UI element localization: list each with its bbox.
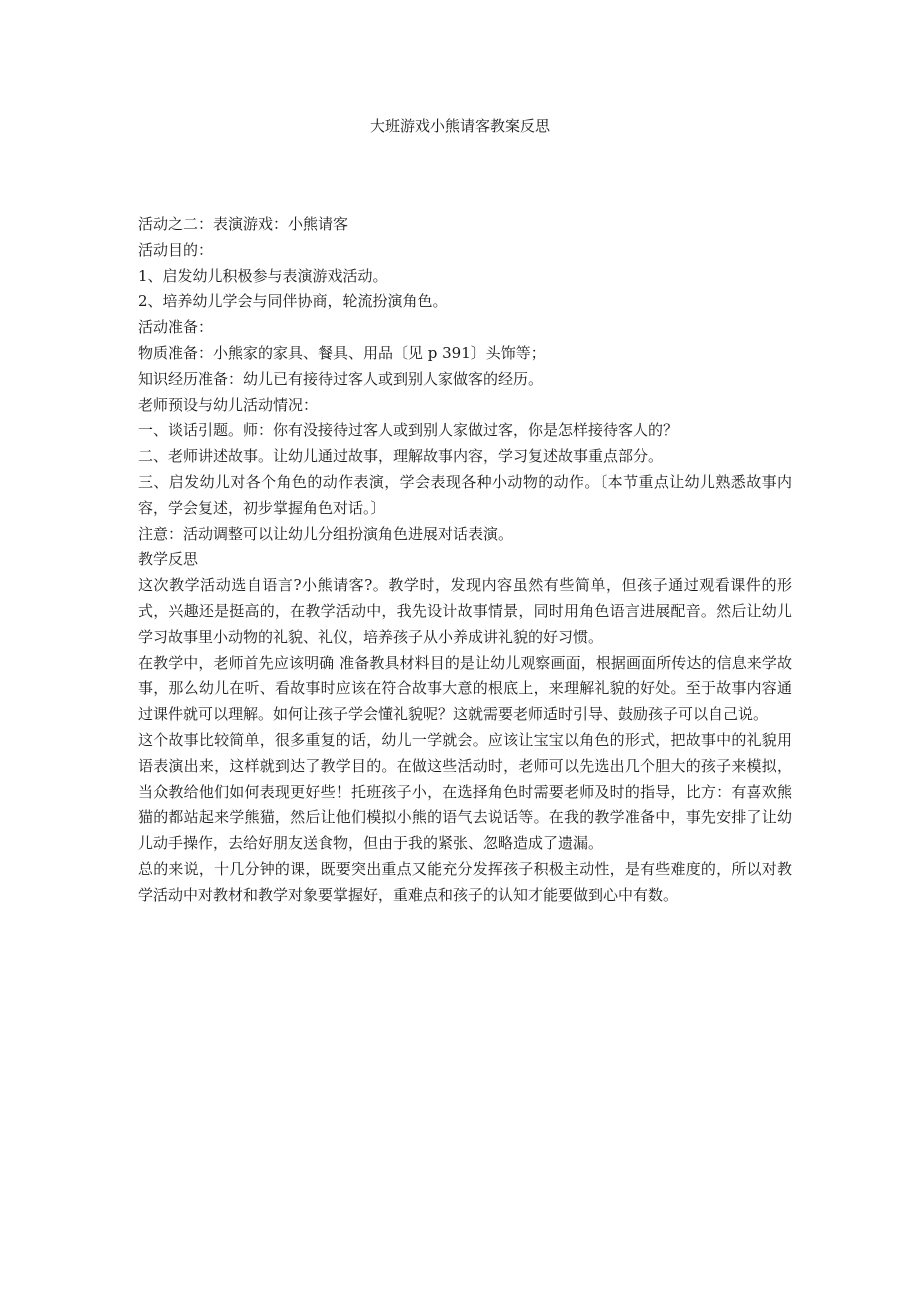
paragraph-reflection-4: 总的来说，十几分钟的课，既要突出重点又能充分发挥孩子积极主动性，是有些难度的，所以对教学活动中对教材和教学对象要掌握好，重难点和孩子的认知才能要做到心中有数。 xyxy=(138,859,792,904)
document-title: 大班游戏小熊请客教案反思 xyxy=(369,117,550,135)
paragraph-process-heading: 老师预设与幼儿活动情况： xyxy=(138,395,319,414)
paragraph-step-1: 一、谈话引题。师：你有没接待过客人或到别人家做过客，你是怎样接待客人的？ xyxy=(138,421,679,440)
paragraph-goal-1: 1、启发幼儿积极参与表演游戏活动。 xyxy=(138,266,388,285)
paragraph-step-2: 二、老师讲述故事。让幼儿通过故事，理解故事内容，学习复述故事重点部分。 xyxy=(138,447,664,466)
paragraph-note: 注意：活动调整可以让幼儿分组扮演角色进展对话表演。 xyxy=(138,524,514,543)
paragraph-reflection-1: 这次教学活动选自语言?小熊请客?。教学时，发现内容虽然有些简单，但孩子通过观看课件的形式，兴趣还是挺高的，在教学活动中，我先设计故事情景，同时用角色语言进展配音。然后让幼儿学习故事里小动物的礼貌、礼仪，培养孩子从小养成讲礼貌的好习惯。 xyxy=(138,576,792,646)
paragraph-reflection-3: 这个故事比较简单，很多重复的话，幼儿一学就会。应该让宝宝以角色的形式，把故事中的礼貌用语表演出来，这样就到达了教学目的。在做这些活动时，老师可以先选出几个胆大的孩子来模拟，当众教给他们如何表现更好些！托班孩子小，在选择角色时需要老师及时的指导，比方：有喜欢熊猫的都站起来学熊猫，然后让他们模拟小熊的语气去说话等。在我的教学准备中，事先安排了让幼儿动手操作，去给好朋友送食物，但由于我的紧张、忽略造成了遗漏。 xyxy=(138,730,792,853)
paragraph-activity-heading: 活动之二：表演游戏：小熊请客 xyxy=(138,215,349,233)
paragraph-step-3: 三、启发幼儿对各个角色的动作表演，学会表现各种小动物的动作。〔本节重点让幼儿熟悉故事内容，学会复述，初步掌握角色对话。〕 xyxy=(138,472,792,517)
paragraph-reflection-heading: 教学反思 xyxy=(138,550,199,569)
paragraph-goal-heading: 活动目的： xyxy=(138,240,214,259)
paragraph-reflection-2: 在教学中，老师首先应该明确 准备教具材料目的是让幼儿观察画面，根据画面所传达的信息来学故事，那么幼儿在听、看故事时应该在符合故事大意的根底上，来理解礼貌的好处。至于故事内容通过课件就可以理解。如何让孩子学会懂礼貌呢？这就需要老师适时引导、鼓励孩子可以自己说。 xyxy=(138,653,792,724)
document-body xyxy=(138,212,792,909)
paragraph-material-prep: 物质准备：小熊家的家具、餐具、用品〔见 p 391〕头饰等； xyxy=(138,343,546,362)
paragraph-knowledge-prep: 知识经历准备：幼儿已有接待过客人或到别人家做客的经历。 xyxy=(138,369,544,388)
paragraph-goal-2: 2、培养幼儿学会与同伴协商，轮流扮演角色。 xyxy=(138,292,448,311)
paragraph-prep-heading: 活动准备： xyxy=(138,318,214,337)
